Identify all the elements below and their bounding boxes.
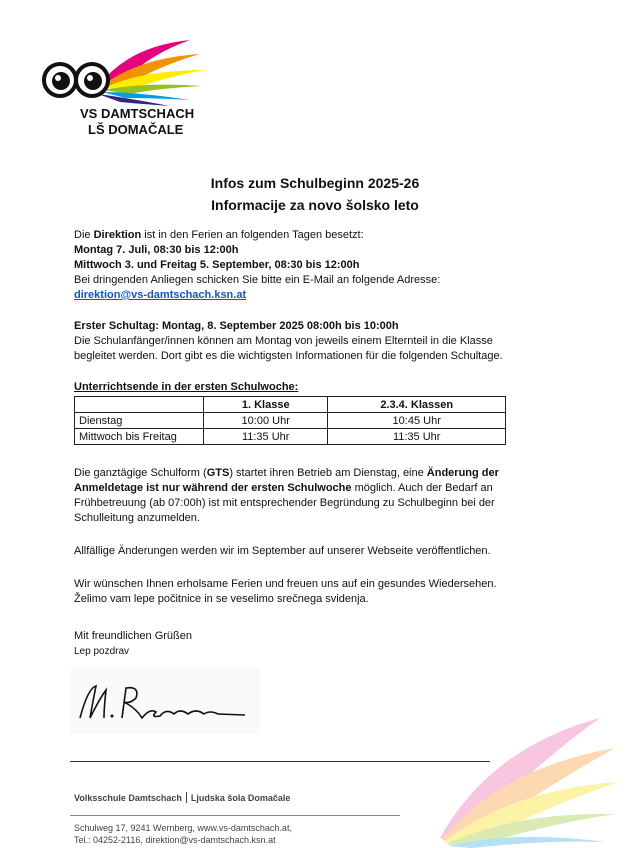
footer-divider-thin: [70, 815, 400, 816]
schedule-time: 11:35 Uhr: [204, 429, 328, 445]
schedule-table: [74, 396, 506, 445]
first-day-line-2: begleitet werden. Dort gibt es die wichtigsten Informationen für die folgenden Schultage.: [74, 350, 503, 362]
website-note: Allfällige Änderungen werden wir im September auf unserer Webseite veröffentlichen.: [74, 545, 491, 557]
direction-intro: Die Direktion ist in den Ferien an folgenden Tagen besetzt:: [74, 229, 364, 241]
page-title: [0, 172, 630, 216]
logo-line-2: LŠ DOMAČALE: [88, 122, 184, 137]
direction-date-1: Montag 7. Juli, 08:30 bis 12:00h: [74, 244, 239, 256]
title-slovenian: Informacije za novo šolsko leto: [211, 197, 419, 213]
wishes-slovenian: Želimo vam lepe počitnice in se veselimo srečnega svidenja.: [74, 593, 369, 605]
signature-mark-icon: [70, 668, 260, 734]
schedule-day: Dienstag: [75, 413, 204, 429]
school-logo: [40, 36, 210, 136]
closing-german: Mit freundlichen Grüßen: [74, 630, 192, 642]
schedule-header-row: [75, 397, 506, 413]
footer-contact: [74, 822, 292, 846]
first-day-heading: Erster Schultag: Montag, 8. September 2025 08:00h bis 10:00h: [74, 320, 399, 332]
schedule-time: 11:35 Uhr: [328, 429, 506, 445]
first-day-line-1: Die Schulanfänger/innen können am Montag von jeweils einem Elternteil in die Klasse: [74, 335, 493, 347]
schedule-header-class-1: 1. Klasse: [204, 397, 328, 413]
rainbow-fan-decoration-icon: [420, 708, 620, 848]
letter-body: [74, 228, 554, 659]
title-german: Infos zum Schulbeginn 2025-26: [210, 175, 420, 191]
schedule-heading: Unterrichtsende in der ersten Schulwoche:: [74, 381, 299, 393]
direction-email-link[interactable]: direktion@vs-damtschach.ksn.at: [74, 289, 247, 301]
footer-address: Schulweg 17, 9241 Wernberg, www.vs-damtschach.at,: [74, 823, 292, 833]
schedule-day: Mittwoch bis Freitag: [75, 429, 204, 445]
table-row: [75, 429, 506, 445]
direction-date-2: Mittwoch 3. und Freitag 5. September, 08:30 bis 12:00h: [74, 259, 360, 271]
owl-eyes-rainbow-logo-icon: [40, 36, 210, 106]
schedule-time: 10:45 Uhr: [328, 413, 506, 429]
direction-note: Bei dringenden Anliegen schicken Sie bitte ein E-Mail an folgende Adresse:: [74, 274, 441, 286]
schedule-time: 10:00 Uhr: [204, 413, 328, 429]
signature: [70, 668, 260, 734]
gts-paragraph: Die ganztägige Schulform (GTS) startet ihren Betrieb am Dienstag, eine Änderung der Anmeldetage ist nur während der ersten Schulwoche möglich. Auch der Bedarf an Frühbetreuung (ab 07:00h) ist mit entsprechender Begründung zu Schulbeginn bei der Schulleitung anzumelden.: [74, 467, 499, 524]
schedule-header-empty: [75, 397, 204, 413]
table-row: [75, 413, 506, 429]
logo-line-1: VS DAMTSCHACH: [80, 106, 195, 121]
footer-phone-email: Tel.: 04252-2116, direktion@vs-damtschach.ksn.at: [74, 835, 276, 845]
closing-slovenian: Lep pozdrav: [74, 646, 130, 657]
schedule-header-class-234: 2.3.4. Klassen: [328, 397, 506, 413]
wishes-german: Wir wünschen Ihnen erholsame Ferien und freuen uns auf ein gesundes Wiedersehen.: [74, 578, 497, 590]
footer-school-names: Volksschule Damtschach Ljudska šola Domačale: [74, 793, 291, 803]
